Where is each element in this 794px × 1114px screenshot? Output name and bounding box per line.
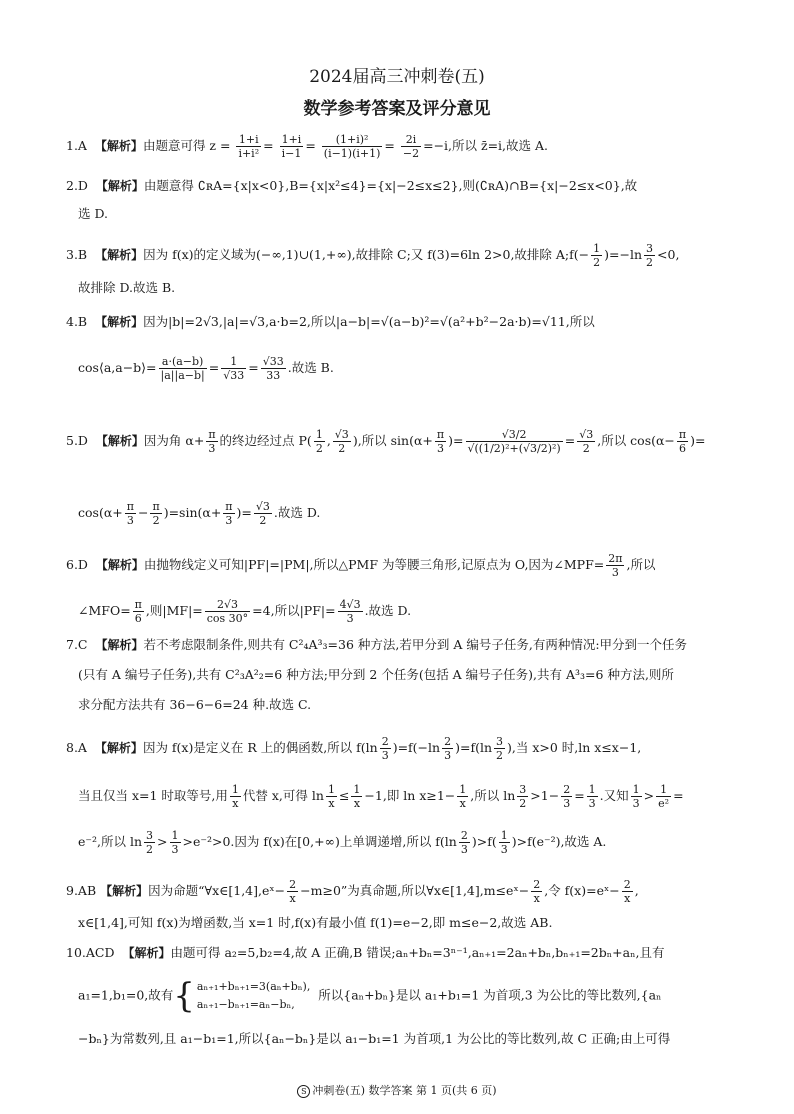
page-footer xyxy=(0,1082,794,1098)
equation-system: aₙ₊₁+bₙ₊₁=3(aₙ+bₙ), aₙ₊₁−bₙ₊₁=aₙ−bₙ, xyxy=(196,980,311,1011)
answer-4: 4.B 【解析】因为|b|=2√3,|a|=√3,a·b=2,所以|a−b|=√(a−b)²=√(a²+b²−2a·b)=√11,所以 xyxy=(66,314,595,329)
answer-7-cont-1: (只有 A 编号子任务),共有 C²₃A²₂=6 种方法;甲分到 2 个任务(包括 A 编号子任务),共有 A³₃=6 种方法,则所 xyxy=(78,667,674,682)
answer-9: 9.AB 【解析】因为命题“∀x∈[1,4],eˣ− $\frac{2}{x}$ −m≥0”为真命题,所以∀x∈[1,4],m≤eˣ− $\frac{2}{x}$ ,令 f(x)=eˣ− $\frac{2}{x}$ , xyxy=(66,878,639,905)
answer-3-cont: 故排除 D.故选 B. xyxy=(78,280,176,295)
footer-text: 冲刺卷(五) 数学答案 第 1 页(共 6 页) xyxy=(312,1084,497,1097)
answer-8-cont-1: 当且仅当 x=1 时取等号,用 $\frac{1}{x}$ 代替 x,可得 ln $\frac{1}{x}$ ≤ $\frac{1}{x}$ −1,即 ln x≥1− $\frac{1}{x}$ ,所以 ln $\frac{3}{2}$ >1− $\frac{2}{3}$ = $\frac{1}{3}$ .又知 $\frac{1}{3}$ > $\frac{1}{\text{e²}}$ = xyxy=(78,783,684,810)
answer-4-cont: cos⟨a,a−b⟩= $\frac{a\cdot(a-b)}{|a||a-b|}$ = $\frac{1}{√33}$ = $\frac{√33}{33}$ .故选 B. xyxy=(78,355,334,382)
answer-5: 5.D 【解析】因为角 α+ $\frac{\pi}{3}$ 的终边经过点 P( $\frac{1}{2}$ , $\frac{√3}{2}$ ),所以 sin(α+ $\frac{\pi}{3}$ )= $\frac{√3/2}{\text{√((1/2)²+(√3/2)²)}}$ = $\frac{√3}{2}$ ,所以 cos(α− $\frac{\pi}{6}$ )= xyxy=(66,428,706,455)
answer-3: 3.B 【解析】因为 f(x)的定义域为(−∞,1)∪(1,+∞),故排除 C;又 f(3)=6ln 2>0,故排除 A;f(− $\frac{1}{2}$ )=−ln $\frac{3}{2}$ <0, xyxy=(66,242,680,269)
answer-1: 1.A 【解析】由题意可得 z = $\frac{1+i}{\text{i+i²}}$ = $\frac{1+i}{i-1}$ = $\frac{\text{(1+i)²}}{(i-1)(i+1)}$ = $\frac{2i}{-2}$ =−i,所以 z̄=i,故选 A. xyxy=(66,133,549,160)
answer-6: 6.D 【解析】由抛物线定义可知|PF|=|PM|,所以△PMF 为等腰三角形,记原点为 O,因为∠MPF= $\frac{2\pi}{3}$ ,所以 xyxy=(66,552,656,579)
brace-symbol: { xyxy=(173,976,195,1016)
answer-2: 2.D 【解析】由题意得 ∁ʀA={x|x<0},B={x|x²≤4}={x|−2≤x≤2},则(∁ʀA)∩B={x|−2≤x<0},故 xyxy=(66,178,638,193)
answer-6-cont: ∠MFO= $\frac{\pi}{6}$ ,则|MF|= $\frac{2√3}{\cos 30^\circ}$ =4,所以|PF|= $\frac{4√3}{3}$ .故选 D. xyxy=(78,598,412,625)
answer-8: 8.A 【解析】因为 f(x)是定义在 R 上的偶函数,所以 f(ln $\frac{2}{3}$ )=f(−ln $\frac{2}{3}$ )=f(ln $\frac{3}{2}$ ),当 x>0 时,ln x≤x−1, xyxy=(66,735,642,762)
document-subtitle: 数学参考答案及评分意见 xyxy=(303,99,491,119)
answer-2-cont: 选 D. xyxy=(78,206,109,221)
answer-10: 10.ACD 【解析】由题可得 a₂=5,b₂=4,故 A 正确,B 错误;aₙ+bₙ=3ⁿ⁻¹,aₙ₊₁=2aₙ+bₙ,bₙ₊₁=2bₙ+aₙ,且有 xyxy=(66,945,665,960)
answer-7-cont-2: 求分配方法共有 36−6−6=24 种.故选 C. xyxy=(78,697,312,712)
answer-10-cont-2: −bₙ}为常数列,且 a₁−b₁=1,所以{aₙ−bₙ}是以 a₁−b₁=1 为首项,1 为公比的等比数列,故 C 正确;由上可得 xyxy=(78,1031,671,1046)
answer-8-cont-2: e⁻²,所以 ln $\frac{3}{2}$ > $\frac{1}{3}$ >e⁻²>0.因为 f(x)在[0,+∞)上单调递增,所以 f(ln $\frac{2}{3}$ )>f( $\frac{1}{3}$ )>f(e⁻²),故选 A. xyxy=(78,829,607,856)
answer-10-cont-1: a₁=1,b₁=0,故有{ aₙ₊₁+bₙ₊₁=3(aₙ+bₙ), aₙ₊₁−bₙ₊₁=aₙ−bₙ, 所以{aₙ+bₙ}是以 a₁+b₁=1 为首项,3 为公比的等比数列,{aₙ xyxy=(78,976,662,1016)
document-title: 2024届高三冲刺卷(五) xyxy=(309,67,485,87)
answer-7: 7.C 【解析】若不考虑限制条件,则共有 C²₄A³₃=36 种方法,若甲分到 A 编号子任务,有两种情况:甲分到一个任务 xyxy=(66,637,688,652)
answer-5-cont: cos(α+ $\frac{\pi}{3}$ − $\frac{\pi}{2}$ )=sin(α+ $\frac{\pi}{3}$ )= $\frac{√3}{2}$ .故选 D. xyxy=(78,500,321,527)
publisher-logo-icon: S xyxy=(297,1085,310,1098)
answer-9-cont: x∈[1,4],可知 f(x)为增函数,当 x=1 时,f(x)有最小值 f(1)=e−2,即 m≤e−2,故选 AB. xyxy=(78,915,553,930)
